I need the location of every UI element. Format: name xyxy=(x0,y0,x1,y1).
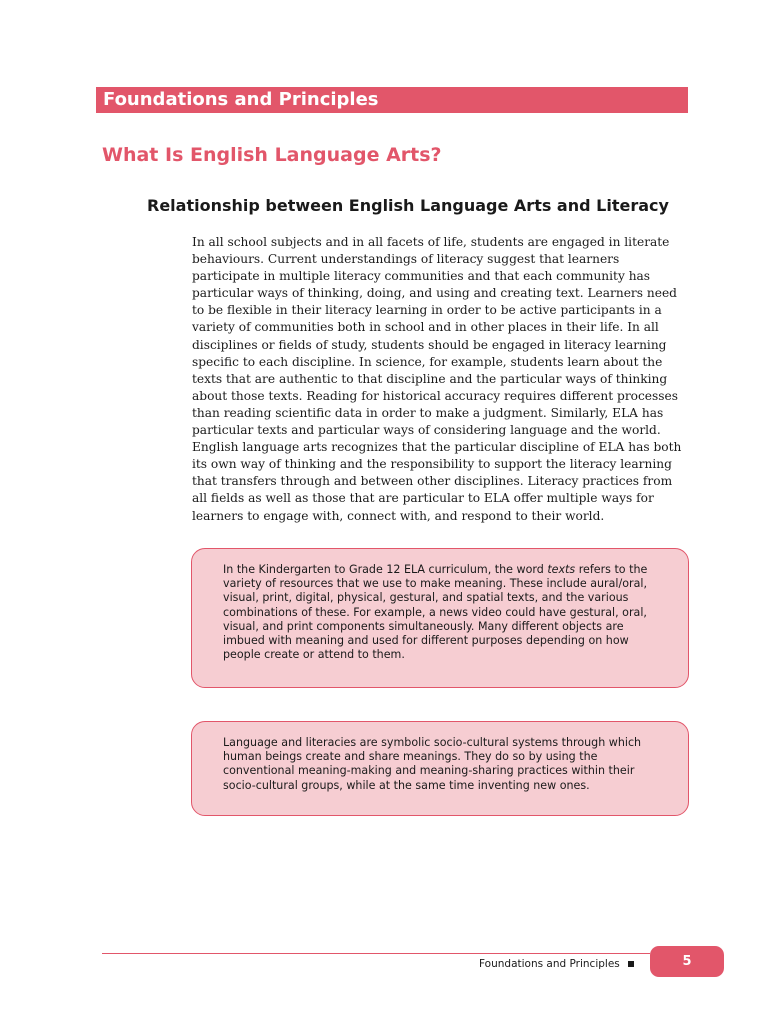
page-number: 5 xyxy=(650,946,724,977)
footer-rule xyxy=(102,953,650,954)
callout-text-start: In the Kindergarten to Grade 12 ELA curriculum, the word xyxy=(223,563,548,576)
callout-emphasis-texts: texts xyxy=(547,563,576,576)
sub-heading: Relationship between English Language Arts and Literacy xyxy=(147,196,669,215)
body-paragraph: In all school subjects and in all facets of life, students are engaged in literate behaviours. Current understandings of literacy suggest that learners participate in multiple literacy communities and that each community has particular ways of thinking, doing, and using and creating text. Learners need to be flexible in their literacy learning in order to be active participants in a variety of communities both in school and in other places in their life. In all disciplines or fields of study, students should be engaged in literacy learning specific to each discipline. In science, for example, students learn about the texts that are authentic to that discipline and the particular ways of thinking about those texts. Reading for historical accuracy requires different processes than reading scientific data in order to make a judgment. Similarly, ELA has particular texts and particular ways of considering language and the world. English language arts recognizes that the particular discipline of ELA has both its own way of thinking and the responsibility to support the literacy learning that transfers through and between other disciplines. Literacy practices from all fields as well as those that are particular to ELA offer multiple ways for learners to engage with, connect with, and respond to their world. xyxy=(192,235,682,523)
page-heading: What Is English Language Arts? xyxy=(102,144,442,166)
texts-definition-callout xyxy=(191,548,689,688)
literacies-callout xyxy=(191,721,689,816)
callout-text: Language and literacies are symbolic socio-cultural systems through which human beings create and share meanings. They do so by using the conventional meaning-making and meaning-sharing practices within their socio-cultural groups, while at the same time inventing new ones. xyxy=(223,736,642,792)
callout-text-end: refers to the variety of resources that we use to make meaning. These include aural/oral, visual, print, digital, physical, gestural, and spatial texts, and the various combinations of these. For example, a news video could have gestural, oral, visual, and print components simultaneously. Many different objects are imbued with meaning and used for different purposes depending on how people create or attend to them. xyxy=(223,563,648,662)
footer-title: Foundations and Principles xyxy=(479,958,620,970)
footer-square-bullet xyxy=(628,961,634,967)
section-banner: Foundations and Principles xyxy=(96,87,688,113)
